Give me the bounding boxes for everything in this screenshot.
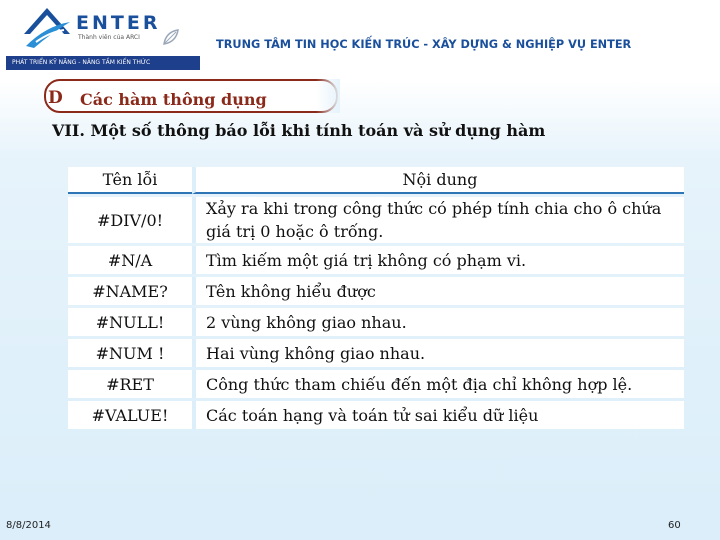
- table-row: [68, 370, 684, 398]
- logo-name: ENTER: [76, 12, 161, 34]
- column-header-name: Tên lỗi: [68, 167, 192, 194]
- logo-subtitle: Thành viên của ARCI: [78, 34, 140, 41]
- center-name: TRUNG TÂM TIN HỌC KIẾN TRÚC - XÂY DỰNG & NGHIỆP VỤ ENTER: [216, 38, 632, 51]
- table-header-row: [68, 167, 684, 194]
- error-code: #NULL!: [68, 308, 192, 336]
- header-bar: [0, 0, 720, 82]
- table-row: [68, 277, 684, 305]
- table-row: [68, 197, 684, 243]
- section-title: Các hàm thông dụng: [80, 90, 267, 109]
- table-row: [68, 246, 684, 274]
- error-code: #RET: [68, 370, 192, 398]
- table-row: [68, 308, 684, 336]
- error-table: [68, 164, 684, 432]
- error-code: #DIV/0!: [68, 197, 192, 243]
- error-description: Công thức tham chiếu đến một địa chỉ không hợp lệ.: [192, 370, 684, 398]
- section-letter: D: [48, 88, 63, 108]
- error-description: Tên không hiểu được: [192, 277, 684, 305]
- error-description: Xảy ra khi trong công thức có phép tính chia cho ô chứa giá trị 0 hoặc ô trống.: [192, 197, 684, 243]
- error-description: Các toán hạng và toán tử sai kiểu dữ liệu: [192, 401, 684, 429]
- error-code: #N/A: [68, 246, 192, 274]
- footer-date: 8/8/2014: [6, 520, 51, 531]
- error-description: 2 vùng không giao nhau.: [192, 308, 684, 336]
- error-description: Tìm kiếm một giá trị không có phạm vi.: [192, 246, 684, 274]
- table-row: [68, 401, 684, 429]
- table-row: [68, 339, 684, 367]
- error-code: #VALUE!: [68, 401, 192, 429]
- enter-logo-icon: [20, 4, 74, 50]
- leaf-icon: [162, 28, 180, 46]
- page-number: 60: [668, 520, 681, 531]
- error-description: Hai vùng không giao nhau.: [192, 339, 684, 367]
- error-code: #NUM !: [68, 339, 192, 367]
- section-tab-fade: [316, 79, 340, 113]
- column-header-content: Nội dung: [192, 167, 684, 194]
- tagline-bar: PHÁT TRIỂN KỸ NĂNG - NÂNG TẦM KIẾN THỨC: [6, 56, 200, 70]
- page-title: VII. Một số thông báo lỗi khi tính toán và sử dụng hàm: [52, 121, 546, 140]
- error-code: #NAME?: [68, 277, 192, 305]
